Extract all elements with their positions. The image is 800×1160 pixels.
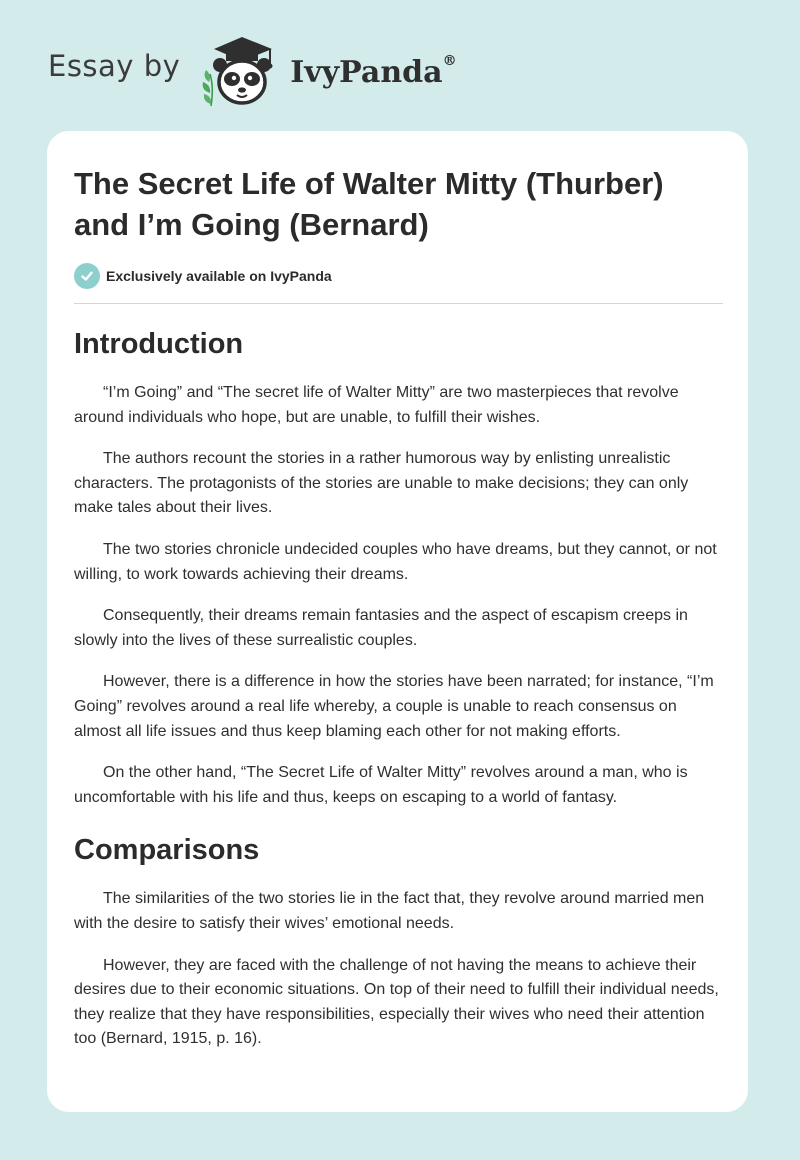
- panda-logo-icon: [196, 32, 282, 108]
- divider: [74, 303, 723, 304]
- checkmark-icon: [74, 263, 100, 289]
- paragraph: The two stories chronicle undecided couples who have dreams, but they cannot, or not willing, to work towards achieving their dreams.: [74, 540, 717, 583]
- ivypanda-logo[interactable]: [196, 32, 456, 108]
- essay-body: [74, 321, 724, 1069]
- paragraph: However, they are faced with the challenge of not having the means to achieve their desires due to their economic situations. On top of their need to fulfill their individual needs, they realize that they have responsibilities, especially their wives who need their attention too (Bernard, 1915, p. 16).: [74, 956, 719, 1048]
- section-heading: Comparisons: [74, 834, 260, 867]
- paragraph: On the other hand, “The Secret Life of Walter Mitty” revolves around a man, who is uncomfortable with his life and thus, keeps on escaping to a world of fantasy.: [74, 764, 688, 806]
- paragraph: However, there is a difference in how the stories have been narrated; for instance, “I’m Going” revolves around a real life whereby, a couple is unable to reach consensus on almost all life issues and thus keep blaming each other for not making efforts.: [74, 673, 714, 740]
- paragraph: Consequently, their dreams remain fantasies and the aspect of escapism creeps in slowly into the lives of these surrealistic couples.: [74, 607, 688, 649]
- section-introduction: [74, 321, 724, 810]
- brand-name: IvyPanda®: [290, 52, 457, 90]
- essay-card: [47, 131, 748, 1112]
- exclusive-badge-text: Exclusively available on IvyPanda: [106, 268, 332, 284]
- section-heading: Introduction: [74, 328, 244, 360]
- paragraph: The similarities of the two stories lie in the fact that, they revolve around married men with the desire to satisfy their wives’ emotional needs.: [74, 890, 705, 932]
- essay-by-label: Essay by: [48, 49, 181, 83]
- paragraph: The authors recount the stories in a rather humorous way by enlisting unrealistic characters. The protagonists of the stories are unable to make decisions; they can only make tales about their lives.: [74, 450, 689, 517]
- section-comparisons: [74, 827, 724, 1052]
- site-header: [48, 30, 457, 110]
- exclusive-badge: [74, 263, 332, 289]
- page-title: The Secret Life of Walter Mitty (Thurber) and I’m Going (Bernard): [74, 166, 664, 242]
- paragraph: “I’m Going” and “The secret life of Walter Mitty” are two masterpieces that revolve around individuals who hope, but are unable, to fulfill their wishes.: [74, 384, 679, 426]
